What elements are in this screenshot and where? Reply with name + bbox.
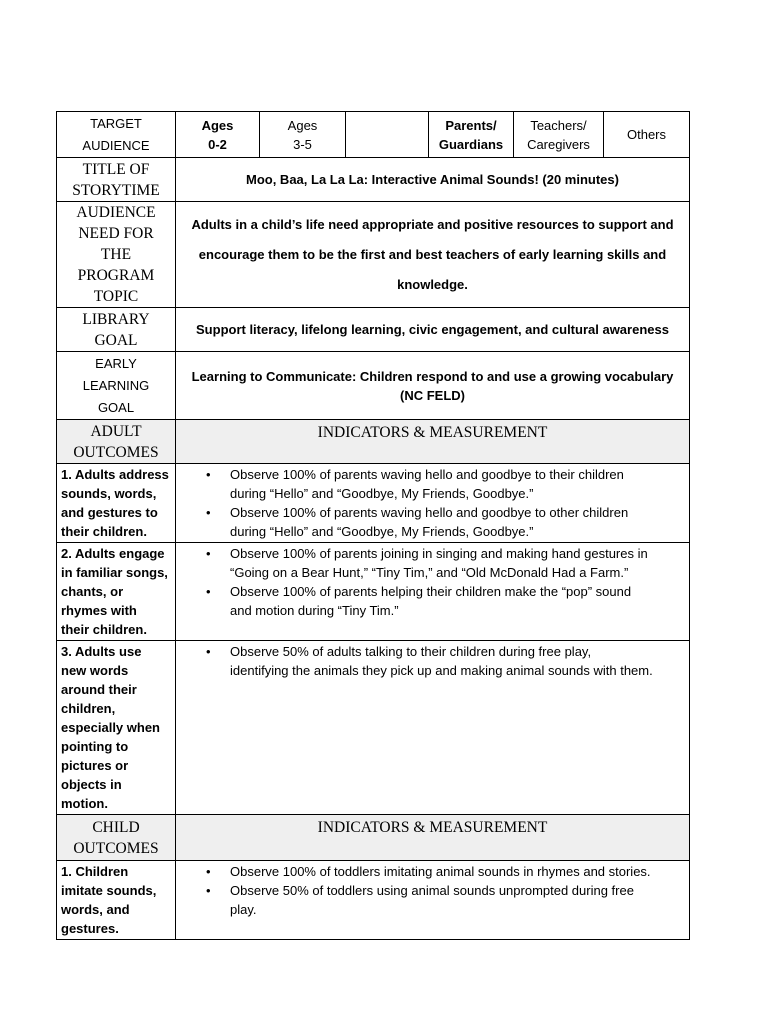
- bullet-icon: •: [206, 584, 211, 599]
- early-learning-goal-row: [57, 352, 690, 420]
- library-goal-row: [57, 308, 690, 352]
- child-outcomes-heading-row: [57, 815, 690, 861]
- adult-outcome-2-indicators: [176, 543, 690, 641]
- library-goal-text: Support literacy, lifelong learning, civic engagement, and cultural awareness: [176, 308, 690, 352]
- bullet-icon: •: [206, 644, 211, 659]
- adult-outcome-3-indicators: [176, 641, 690, 815]
- title-label: TITLE OF STORYTIME: [57, 158, 176, 202]
- storytime-title: Moo, Baa, La La La: Interactive Animal Sounds! (20 minutes): [176, 158, 690, 202]
- library-goal-label: LIBRARY GOAL: [57, 308, 176, 352]
- adult-outcomes-heading-row: [57, 420, 690, 464]
- adult-outcome-1-indicators: [176, 464, 690, 543]
- list-item: • Observe 50% of toddlers using animal sounds unprompted during free play.: [206, 883, 634, 917]
- adult-outcome-3: 3. Adults use new words around their children, especially when pointing to pictures or objects in motion.: [57, 641, 176, 815]
- bullet-list: [179, 544, 686, 620]
- bullet-icon: •: [206, 883, 211, 898]
- ages-0-2-cell: Ages 0-2: [176, 112, 260, 158]
- audience-header-row: [57, 112, 690, 158]
- bullet-list: [179, 642, 686, 680]
- child-indicators-heading: INDICATORS & MEASUREMENT: [176, 815, 690, 861]
- storytime-plan-table: [56, 111, 690, 940]
- bullet-list: [179, 862, 686, 919]
- list-item: • Observe 100% of parents joining in singing and making hand gestures in “Going on a Bear Hunt,” “Tiny Tim,” and “Old McDonald Had a Farm.”: [206, 546, 648, 580]
- bullet-list: [179, 465, 686, 541]
- bullet-icon: •: [206, 505, 211, 520]
- adult-outcome-2: 2. Adults engage in familiar songs, chants, or rhymes with their children.: [57, 543, 176, 641]
- adult-indicators-heading: INDICATORS & MEASUREMENT: [176, 420, 690, 464]
- teachers-caregivers-cell: Teachers/ Caregivers: [514, 112, 604, 158]
- adult-outcome-row: [57, 464, 690, 543]
- adult-outcomes-label: ADULT OUTCOMES: [57, 420, 176, 464]
- others-cell: Others: [604, 112, 690, 158]
- child-outcome-1: 1. Children imitate sounds, words, and gestures.: [57, 861, 176, 940]
- list-item: • Observe 100% of parents helping their children make the “pop” sound and motion during “Tiny Tim.”: [206, 584, 632, 618]
- title-row: [57, 158, 690, 202]
- bullet-icon: •: [206, 467, 211, 482]
- early-learning-goal-label: EARLY LEARNING GOAL: [57, 352, 176, 420]
- list-item: • Observe 50% of adults talking to their children during free play, identifying the animals they pick up and making animal sounds with them.: [206, 644, 653, 678]
- bullet-icon: •: [206, 864, 211, 879]
- child-outcome-1-indicators: [176, 861, 690, 940]
- adult-outcome-1: 1. Adults address sounds, words, and gestures to their children.: [57, 464, 176, 543]
- early-learning-goal-text: Learning to Communicate: Children respond to and use a growing vocabulary (NC FELD): [176, 352, 690, 420]
- audience-need-label: AUDIENCE NEED FOR THE PROGRAM TOPIC: [57, 202, 176, 308]
- child-outcomes-label: CHILD OUTCOMES: [57, 815, 176, 861]
- list-item: • Observe 100% of parents waving hello and goodbye to other children during “Hello” and “Goodbye, My Friends, Goodbye.”: [206, 505, 629, 539]
- audience-need-text: Adults in a child’s life need appropriate and positive resources to support and encourage them to be the first and best teachers of early learning skills and knowledge.: [176, 202, 690, 308]
- audience-need-row: [57, 202, 690, 308]
- parents-guardians-cell: Parents/ Guardians: [429, 112, 514, 158]
- list-item: • Observe 100% of toddlers imitating animal sounds in rhymes and stories.: [206, 864, 651, 879]
- ages-3-5-cell: Ages 3-5: [260, 112, 346, 158]
- adult-outcome-row: [57, 543, 690, 641]
- adult-outcome-row: [57, 641, 690, 815]
- list-item: • Observe 100% of parents waving hello and goodbye to their children during “Hello” and “Goodbye, My Friends, Goodbye.”: [206, 467, 624, 501]
- target-audience-label: TARGET AUDIENCE: [57, 112, 176, 158]
- bullet-icon: •: [206, 546, 211, 561]
- child-outcome-row: [57, 861, 690, 940]
- blank-audience-cell: [346, 112, 429, 158]
